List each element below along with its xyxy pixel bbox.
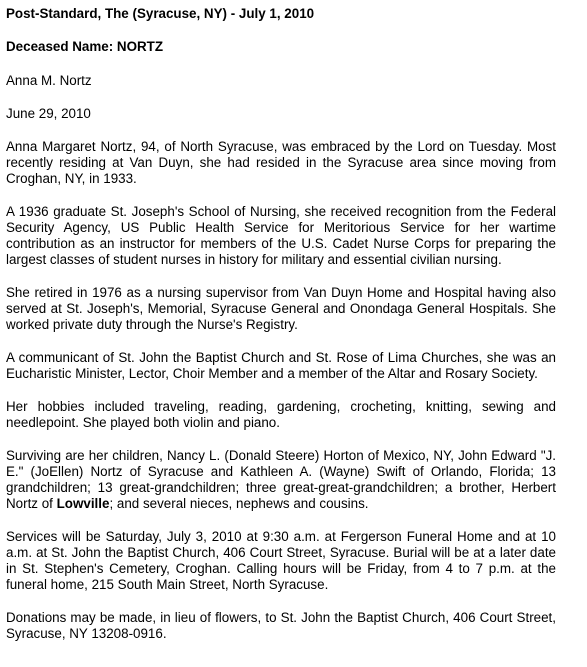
survivors-text-end: ; and several nieces, nephews and cousins. [109, 496, 369, 511]
survivors-text-start: Surviving are her children, Nancy L. (Donald Steere) Horton of Mexico, NY, John Edward "J. E." (JoEllen) Nortz of Syracuse and Kathleen A. (Wayne) Swift of Orlando, Florida; 13 grandchildren; 13 great-grandchildren; three great-great-grandchildren; a brother, Herbert Nortz of [6, 448, 556, 511]
paragraph-education: A 1936 graduate St. Joseph's School of Nursing, she received recognition from the Federal Security Agency, US Public Health Service for Meritorious Service for her wartime contribution as an instructor for members of the U.S. Cadet Nurse Corps for preparing the largest classes of student nurses in history for military and essential civilian nursing. [6, 204, 556, 267]
paragraph-intro: Anna Margaret Nortz, 94, of North Syracuse, was embraced by the Lord on Tuesday. Most recently residing at Van Duyn, she had resided in the Syracuse area since moving from Croghan, NY, in 1933. [6, 139, 556, 186]
paragraph-donations: Donations may be made, in lieu of flowers, to St. John the Baptist Church, 406 Court Street, Syracuse, NY 13208-0916. [6, 610, 556, 641]
paragraph-career: She retired in 1976 as a nursing supervisor from Van Duyn Home and Hospital having also served at St. Joseph's, Memorial, Syracuse General and Onondaga General Hospitals. She worked private duty through the Nurse's Registry. [6, 285, 556, 332]
obituary-date: June 29, 2010 [6, 106, 91, 121]
paragraph-services: Services will be Saturday, July 3, 2010 at 9:30 a.m. at Fergerson Funeral Home and at 10 a.m. at St. John the Baptist Church, 406 Court Street, Syracuse. Burial will be at a later date in St. Stephen's Cemetery, Croghan. Calling hours will be Friday, from 4 to 7 p.m. at the funeral home, 215 South Main Street, North Syracuse. [6, 529, 556, 592]
obituary-name: Anna M. Nortz [6, 73, 92, 88]
paragraph-hobbies: Her hobbies included traveling, reading, gardening, crocheting, knitting, sewing and needlepoint. She played both violin and piano. [6, 399, 556, 430]
paragraph-survivors [6, 448, 556, 512]
deceased-name-line: Deceased Name: NORTZ [6, 39, 164, 54]
highlighted-place: Lowville [56, 496, 110, 511]
paragraph-church: A communicant of St. John the Baptist Church and St. Rose of Lima Churches, she was an Eucharistic Minister, Lector, Choir Member and a member of the Altar and Rosary Society. [6, 350, 556, 381]
source-line: Post-Standard, The (Syracuse, NY) - July 1, 2010 [6, 6, 315, 21]
